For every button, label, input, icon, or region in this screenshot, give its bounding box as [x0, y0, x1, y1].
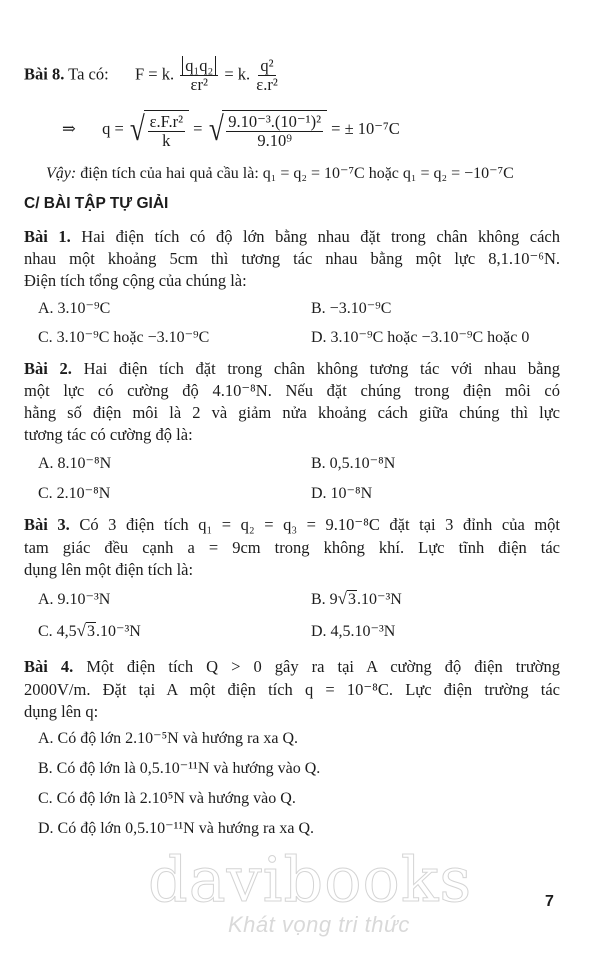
bai3-option-d	[311, 622, 395, 642]
bai4-text1: Một điện tích Q > 0 gây ra tại A cường độ điện trường	[86, 657, 561, 676]
bai4-line2: 2000V/m. Đặt tại A một điện tích q = 10⁻⁸C. Lực điện trường tác	[24, 680, 560, 699]
bai2-option-d: D. 10⁻⁸N	[311, 485, 373, 502]
bai3-option-c-post: .10⁻³N	[96, 623, 141, 640]
vay-label: Vậy:	[46, 165, 77, 182]
bai4-option-c: C. Có độ lớn là 2.10⁵N và hướng vào Q.	[38, 790, 296, 807]
bai3-line1	[24, 514, 560, 536]
q2-num: q²	[260, 56, 274, 75]
sqrt-icon: √	[337, 589, 348, 608]
formula-result: = ± 10⁻⁷C	[331, 118, 400, 138]
bai2-option-b: B. 0,5.10⁻⁸N	[311, 455, 396, 472]
radical-sign-icon: √	[208, 111, 224, 148]
numeric-den: 9.10⁹	[257, 131, 292, 150]
bai3-option-b-post: .10⁻³N	[357, 591, 402, 608]
bai3-text1: Có 3 điện tích q₁ = q₂ = q₃ = 9.10⁻⁸C đặt tại 3 đỉnh của một	[79, 515, 560, 534]
bai3-option-c	[38, 622, 141, 642]
bai3-title: Bài 3.	[24, 515, 70, 534]
bai1-option-a: A. 3.10⁻⁹C	[38, 300, 111, 317]
bai3-option-c-pre: C. 4,5	[38, 623, 77, 640]
bai3-option-c-radicand: 3	[87, 623, 96, 640]
fraction-coulomb	[180, 58, 218, 93]
bai3-option-b-pre: B. 9	[311, 591, 338, 608]
formula-q-eq: q =	[102, 118, 124, 138]
formula-F: F = k.	[134, 64, 175, 84]
bai3-line2: tam giác đều cạnh a = 9cm trong không khí. Lực tĩnh điện tác	[24, 538, 560, 557]
bai3-option-d-text: D. 4,5.10⁻³N	[311, 623, 396, 640]
bai2-line4: tương tác có cường độ là:	[24, 425, 193, 444]
bai2-text1: Hai điện tích đặt trong chân không tương tác với nhau bằng	[83, 359, 560, 378]
watermark-tagline: Khát vọng tri thức	[228, 912, 410, 937]
bai2-title: Bài 2.	[24, 359, 72, 378]
bai1-option-b: B. −3.10⁻⁹C	[311, 300, 392, 317]
bai8-conclusion	[46, 163, 514, 185]
numeric-num: 9.10⁻³.(10⁻¹)²	[228, 112, 322, 131]
bai8-title: Bài 8.	[24, 64, 65, 84]
bai4-option-d: D. Có độ lớn 0,5.10⁻¹¹N và hướng ra xa Q.	[38, 820, 315, 837]
bai1-title: Bài 1.	[24, 227, 71, 246]
fraction-q2	[256, 58, 278, 93]
bai2-option-a: A. 8.10⁻⁸N	[38, 455, 112, 472]
formula-eq2: =	[193, 118, 203, 138]
bai4-title: Bài 4.	[24, 657, 74, 676]
bai4-option-b: B. Có độ lớn là 0,5.10⁻¹¹N và hướng vào Q.	[38, 760, 321, 777]
watermark-brand: davibooks	[148, 843, 473, 916]
bai4-option-a: A. Có độ lớn 2.10⁻⁵N và hướng ra xa Q.	[38, 730, 299, 747]
bai1-line3: Điện tích tổng cộng của chúng là:	[24, 271, 247, 290]
sqrt-icon: √	[76, 621, 87, 640]
bai8-formula-F	[24, 58, 280, 93]
bai3-option-b-radicand: 3	[348, 591, 357, 608]
formula-eq-k: = k.	[224, 64, 251, 84]
radical-sign-icon: √	[129, 111, 145, 148]
section-heading: C/ BÀI TẬP TỰ GIẢI	[24, 195, 169, 212]
bai4-line1	[24, 656, 560, 678]
sqrt-eFr2-over-k	[128, 110, 189, 150]
eFr2-num: ε.F.r²	[149, 112, 184, 131]
vay-text: điện tích của hai quả cầu là: q₁ = q₂ = 10⁻⁷C hoặc q₁ = q₂ = −10⁻⁷C	[80, 165, 514, 182]
bai1-line2: nhau một khoảng 5cm thì tương tác nhau bằng một lực 8,1.10⁻⁶N.	[24, 249, 560, 268]
bai4-line3: dụng lên q:	[24, 702, 99, 721]
er2b-den: ε.r²	[256, 75, 278, 94]
bai2-line2: một lực có cường độ 4.10⁻⁸N. Nếu đặt chúng trong điện môi có	[24, 381, 560, 400]
bai8-formula-q	[62, 110, 400, 150]
bai3-option-a	[38, 590, 110, 610]
bai8-lead: Ta có:	[68, 64, 109, 84]
bai2-option-c: C. 2.10⁻⁸N	[38, 485, 111, 502]
page-number: 7	[545, 893, 554, 910]
bai2-line3: hằng số điện môi là 2 và giảm nửa khoảng cách giữa chúng thì lực	[24, 403, 560, 422]
bai3-option-b	[311, 590, 402, 610]
bai2-line1	[24, 358, 560, 380]
bai1-option-d: D. 3.10⁻⁹C hoặc −3.10⁻⁹C hoặc 0	[311, 329, 530, 346]
implies-arrow: ⇒	[62, 118, 76, 138]
bai1-line1	[24, 226, 560, 248]
er2-den: εr²	[190, 75, 208, 94]
bai3-option-a-text: A. 9.10⁻³N	[38, 591, 111, 608]
sqrt-numeric	[207, 110, 327, 150]
k-den: k	[162, 131, 171, 150]
bai1-text1: Hai điện tích có độ lớn bằng nhau đặt trong chân không cách	[81, 227, 561, 246]
q1q2-abs: q₁q₂	[182, 56, 216, 75]
bai1-option-c: C. 3.10⁻⁹C hoặc −3.10⁻⁹C	[38, 329, 210, 346]
bai3-line3: dụng lên một điện tích là:	[24, 560, 194, 579]
